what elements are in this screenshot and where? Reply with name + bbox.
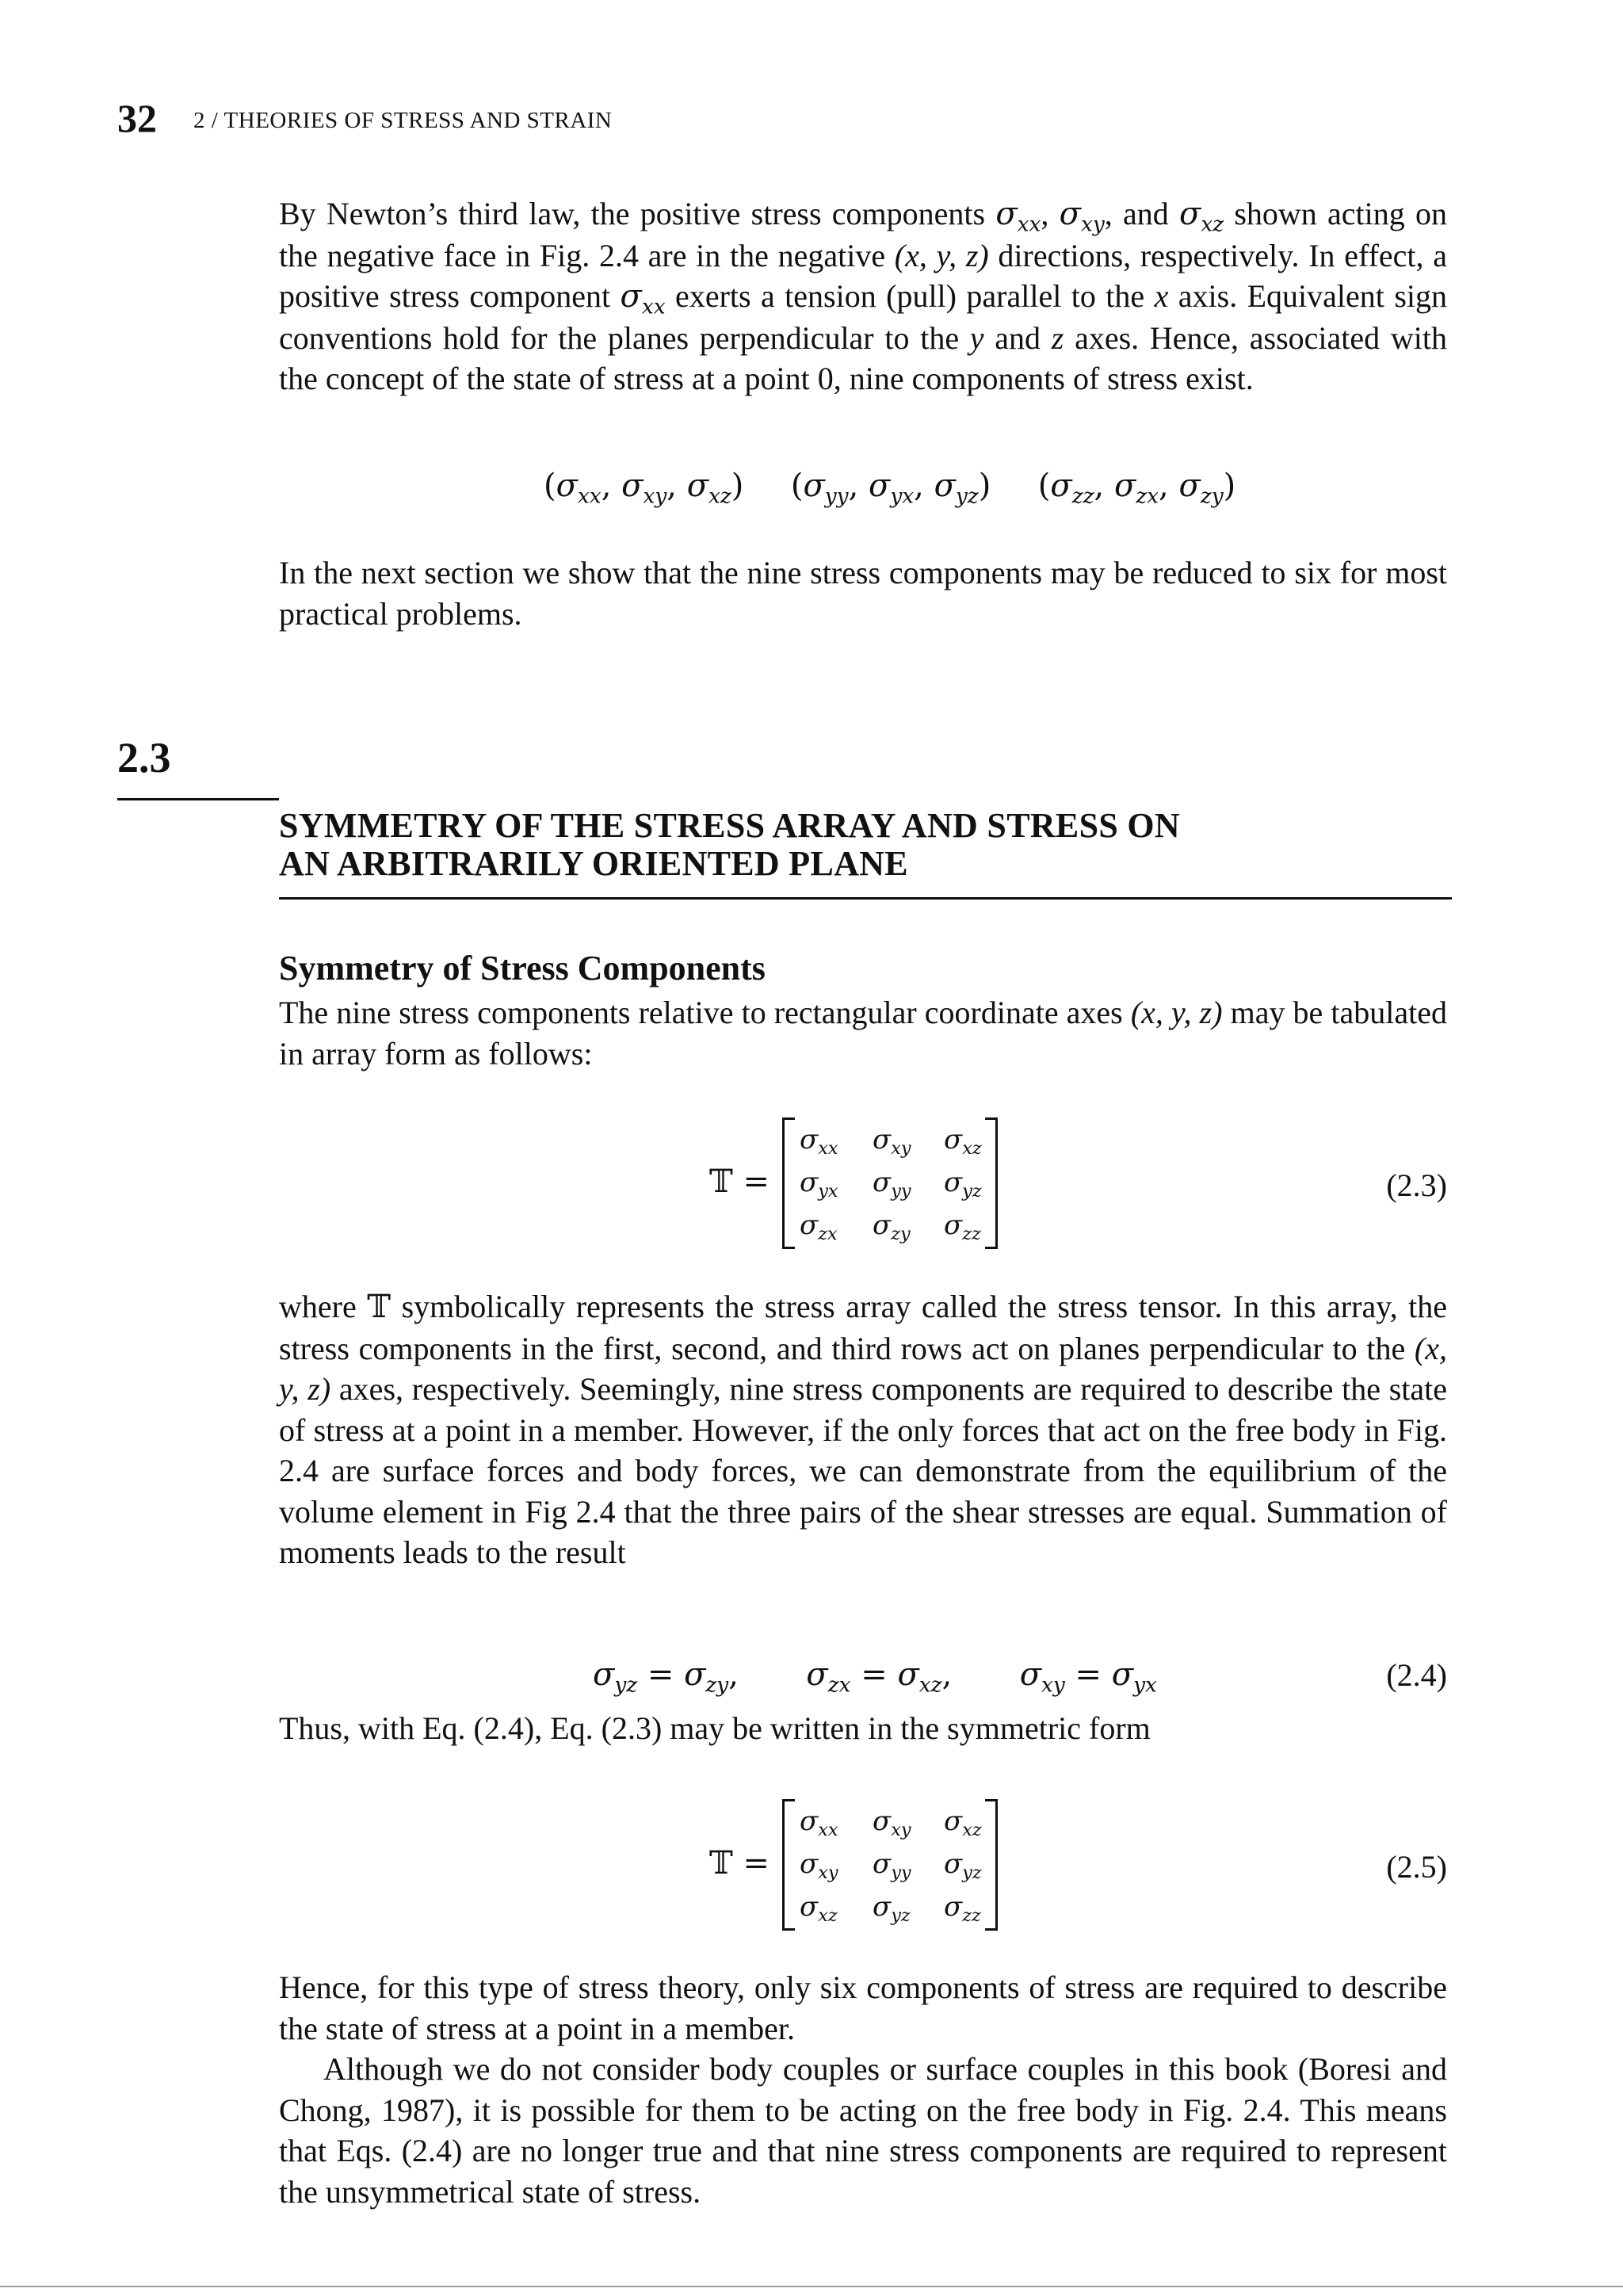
equation-number-2-5: (2.5) [1386,1849,1447,1885]
parenthesis: ( [1037,468,1051,504]
math-sigma-xx: $\sigma_{xx}$ [620,278,666,319]
math-tensor-symbol: 𝕋 [367,1289,391,1325]
matrix-cell: $\sigma_{zz}$ [944,1891,981,1927]
math-sigma-xy: $\sigma_{xy}$ [1059,196,1105,237]
stress-component: $\sigma_{yx}$ [1111,1656,1157,1698]
left-bracket [782,1799,795,1931]
text-span: where [279,1289,368,1324]
paragraph-nine-components [279,992,1447,1074]
subsection-heading: Symmetry of Stress Components [279,949,766,988]
matrix-cell: $\sigma_{xy}$ [873,1805,911,1841]
matrix-cell: $\sigma_{yz}$ [944,1167,982,1202]
parenthesis: ( [544,468,556,504]
stress-component: $\sigma_{zx}$ [1113,468,1159,509]
matrix-cell: $\sigma_{xx}$ [800,1124,838,1159]
component-group-x: ($\sigma_{xx}$, $\sigma_{xy}$, $\sigma_{xz}$) [544,468,744,509]
text-span: axes. Hence, associated with the concept of the state of stress at a point 0, nine components of stress exist. [279,319,1447,396]
section-number-rule [117,798,279,800]
tensor-lhs: 𝕋 = [709,1163,769,1200]
math-y: y [969,319,984,356]
stress-component: $\sigma_{xz}$ [686,468,731,509]
matrix-cell: $\sigma_{yy}$ [873,1167,911,1202]
text-span: axes, respectively. Seemingly, nine stress components are required to describe the state of stress at a point in a member. However, if the only forces that act on the free body in Fig. 2.4 are surface forces and body forces, we can demonstrate from the equilibrium of the volume element in Fig 2.4 that the three pairs of the shear stresses are equal. Summation of moments leads to the result [279,1371,1448,1570]
paragraph-stress-tensor [279,1286,1447,1573]
stress-component: $\sigma_{zy}$ [1178,468,1224,509]
paragraph-next-section: In the next section we show that the nine stress components may be reduced to six for most practical problems. [279,555,1447,632]
math-sigma-xx: $\sigma_{xx}$ [995,196,1041,237]
section-number: 2.3 [117,734,171,781]
matrix-body [782,1117,998,1249]
section-title-line-2: AN ARBITRARILY ORIENTED PLANE [279,844,908,883]
right-bracket [985,1799,998,1931]
math-xyz: (x, y, z) [279,1330,1447,1407]
matrix-cell: $\sigma_{yz}$ [944,1848,982,1884]
math-sigma-xz: $\sigma_{xz}$ [1179,196,1224,237]
stress-component: $\sigma_{yx}$ [869,468,915,509]
text-span: By Newton’s third law, the positive stress components [279,196,996,231]
text-span: exerts a tension (pull) parallel to the [665,278,1155,314]
text-span: The nine stress components relative to rectangular coordinate axes [279,995,1131,1030]
equation-number-2-4: (2.4) [1386,1657,1447,1693]
section-title [279,807,1452,883]
paragraph-newtons-third-law: By Newton’s third law, the positive stress components $\sigma_{xx}$, $\sigma_{xy}$, and $\sigma_{xz}$ shown acting on the negative face in Fig. 2.4 are in the negative (x, y, z) directions, respectively. In effect, a positive stress component $\sigma_{xx}$ exerts a tension (pull) parallel to the x axis. Equivalent sign conventions hold for the planes perpendicular to the y and z axes. Hence, associated with the concept of the state of stress at a point 0, nine components of stress exist. [279,196,1448,396]
math-xyz: (x, y, z) [894,237,989,273]
stress-component: $\sigma_{zy}$ [684,1656,729,1698]
text-span: axis. Equivalent sign conventions hold for the planes perpendicular to the [279,278,1447,356]
text-span: directions, respectively. In effect, a positive stress component [279,237,1447,314]
section-title-line-1: SYMMETRY OF THE STRESS ARRAY AND STRESS ON [279,806,1181,845]
matrix-cell: $\sigma_{zz}$ [944,1209,981,1245]
matrix-cell: $\sigma_{yx}$ [800,1167,838,1202]
page-bottom-edge [0,2286,1623,2287]
component-group-z: ($\sigma_{zz}$, $\sigma_{zx}$, $\sigma_{zy}$) [1037,468,1236,509]
parenthesis: ( [790,468,804,504]
stress-component: $\sigma_{xz}$ [897,1656,942,1698]
matrix-cell: $\sigma_{xz}$ [800,1891,838,1927]
section-title-rule [279,897,1452,900]
stress-component: $\sigma_{yz}$ [593,1656,638,1698]
text-span: symbolically represents the stress array called the stress tensor. In this array, the stress components in the first, second, and third rows act on planes perpendicular to the [279,1289,1448,1366]
stress-component: $\sigma_{zx}$ [806,1656,851,1698]
stress-component: $\sigma_{xy}$ [1019,1656,1065,1698]
matrix-cell: $\sigma_{xy}$ [873,1124,911,1159]
stress-component: $\sigma_{yz}$ [934,468,979,509]
math-xyz: (x, y, z) [1130,995,1223,1030]
stress-component: $\sigma_{zz}$ [1050,468,1094,509]
text-span: and [983,319,1052,356]
running-head: 2 / THEORIES OF STRESS AND STRAIN [193,108,613,133]
stress-component: $\sigma_{xx}$ [556,468,601,509]
equation-number-2-3: (2.3) [1386,1167,1447,1203]
text-span: , and [1104,196,1179,231]
tensor-lhs: 𝕋 = [709,1845,769,1881]
text-span: shown acting on the negative face in Fig. 2.4 are in the negative [279,196,1448,273]
math-x: x [1154,278,1169,314]
shear-equality-zx: $\sigma_{zx} = \sigma_{xz}$, [806,1656,953,1698]
shear-equality-xy: $\sigma_{xy} = \sigma_{yx}$ [1019,1656,1157,1698]
page-number: 32 [117,96,157,140]
math-z: z [1051,319,1064,356]
matrix-cell: $\sigma_{xx}$ [800,1805,838,1841]
matrix-cell: $\sigma_{xz}$ [944,1124,982,1159]
right-bracket [985,1117,998,1249]
paragraph-symmetric-form: Thus, with Eq. (2.4), Eq. (2.3) may be written in the symmetric form [279,1710,1151,1746]
equation-2-4 [593,1656,1157,1698]
shear-equality-yz: $\sigma_{yz} = \sigma_{zy}$, [593,1656,739,1698]
matrix-cell: $\sigma_{zy}$ [873,1209,911,1245]
stress-component: $\sigma_{yy}$ [803,468,849,509]
paragraph-body-couples: Although we do not consider body couples or surface couples in this book (Boresi and Chong, 1987), it is possible for them to be acting on the free body in Fig. 2.4. This means that Eqs. (2.4) are no longer true and that nine stress components are required to represent the unsymmetrical state of stress. [279,2051,1447,2210]
matrix-cell: $\sigma_{yy}$ [873,1848,911,1884]
component-group-y: ($\sigma_{yy}$, $\sigma_{yx}$, $\sigma_{yz}$) [790,468,991,509]
left-bracket [782,1117,795,1249]
nine-components-display [544,468,1236,509]
stress-component: $\sigma_{xy}$ [621,468,667,509]
text-span: may be tabulated in array form as follows: [279,995,1447,1072]
matrix-cell: $\sigma_{yz}$ [873,1891,911,1927]
matrix-cell: $\sigma_{xz}$ [944,1805,982,1841]
matrix-body [782,1799,998,1931]
paragraph-six-components: Hence, for this type of stress theory, only six components of stress are required to describe the state of stress at a point in a member. [279,1969,1447,2046]
matrix-cell: $\sigma_{zx}$ [800,1209,838,1245]
matrix-cell: $\sigma_{xy}$ [800,1848,838,1884]
